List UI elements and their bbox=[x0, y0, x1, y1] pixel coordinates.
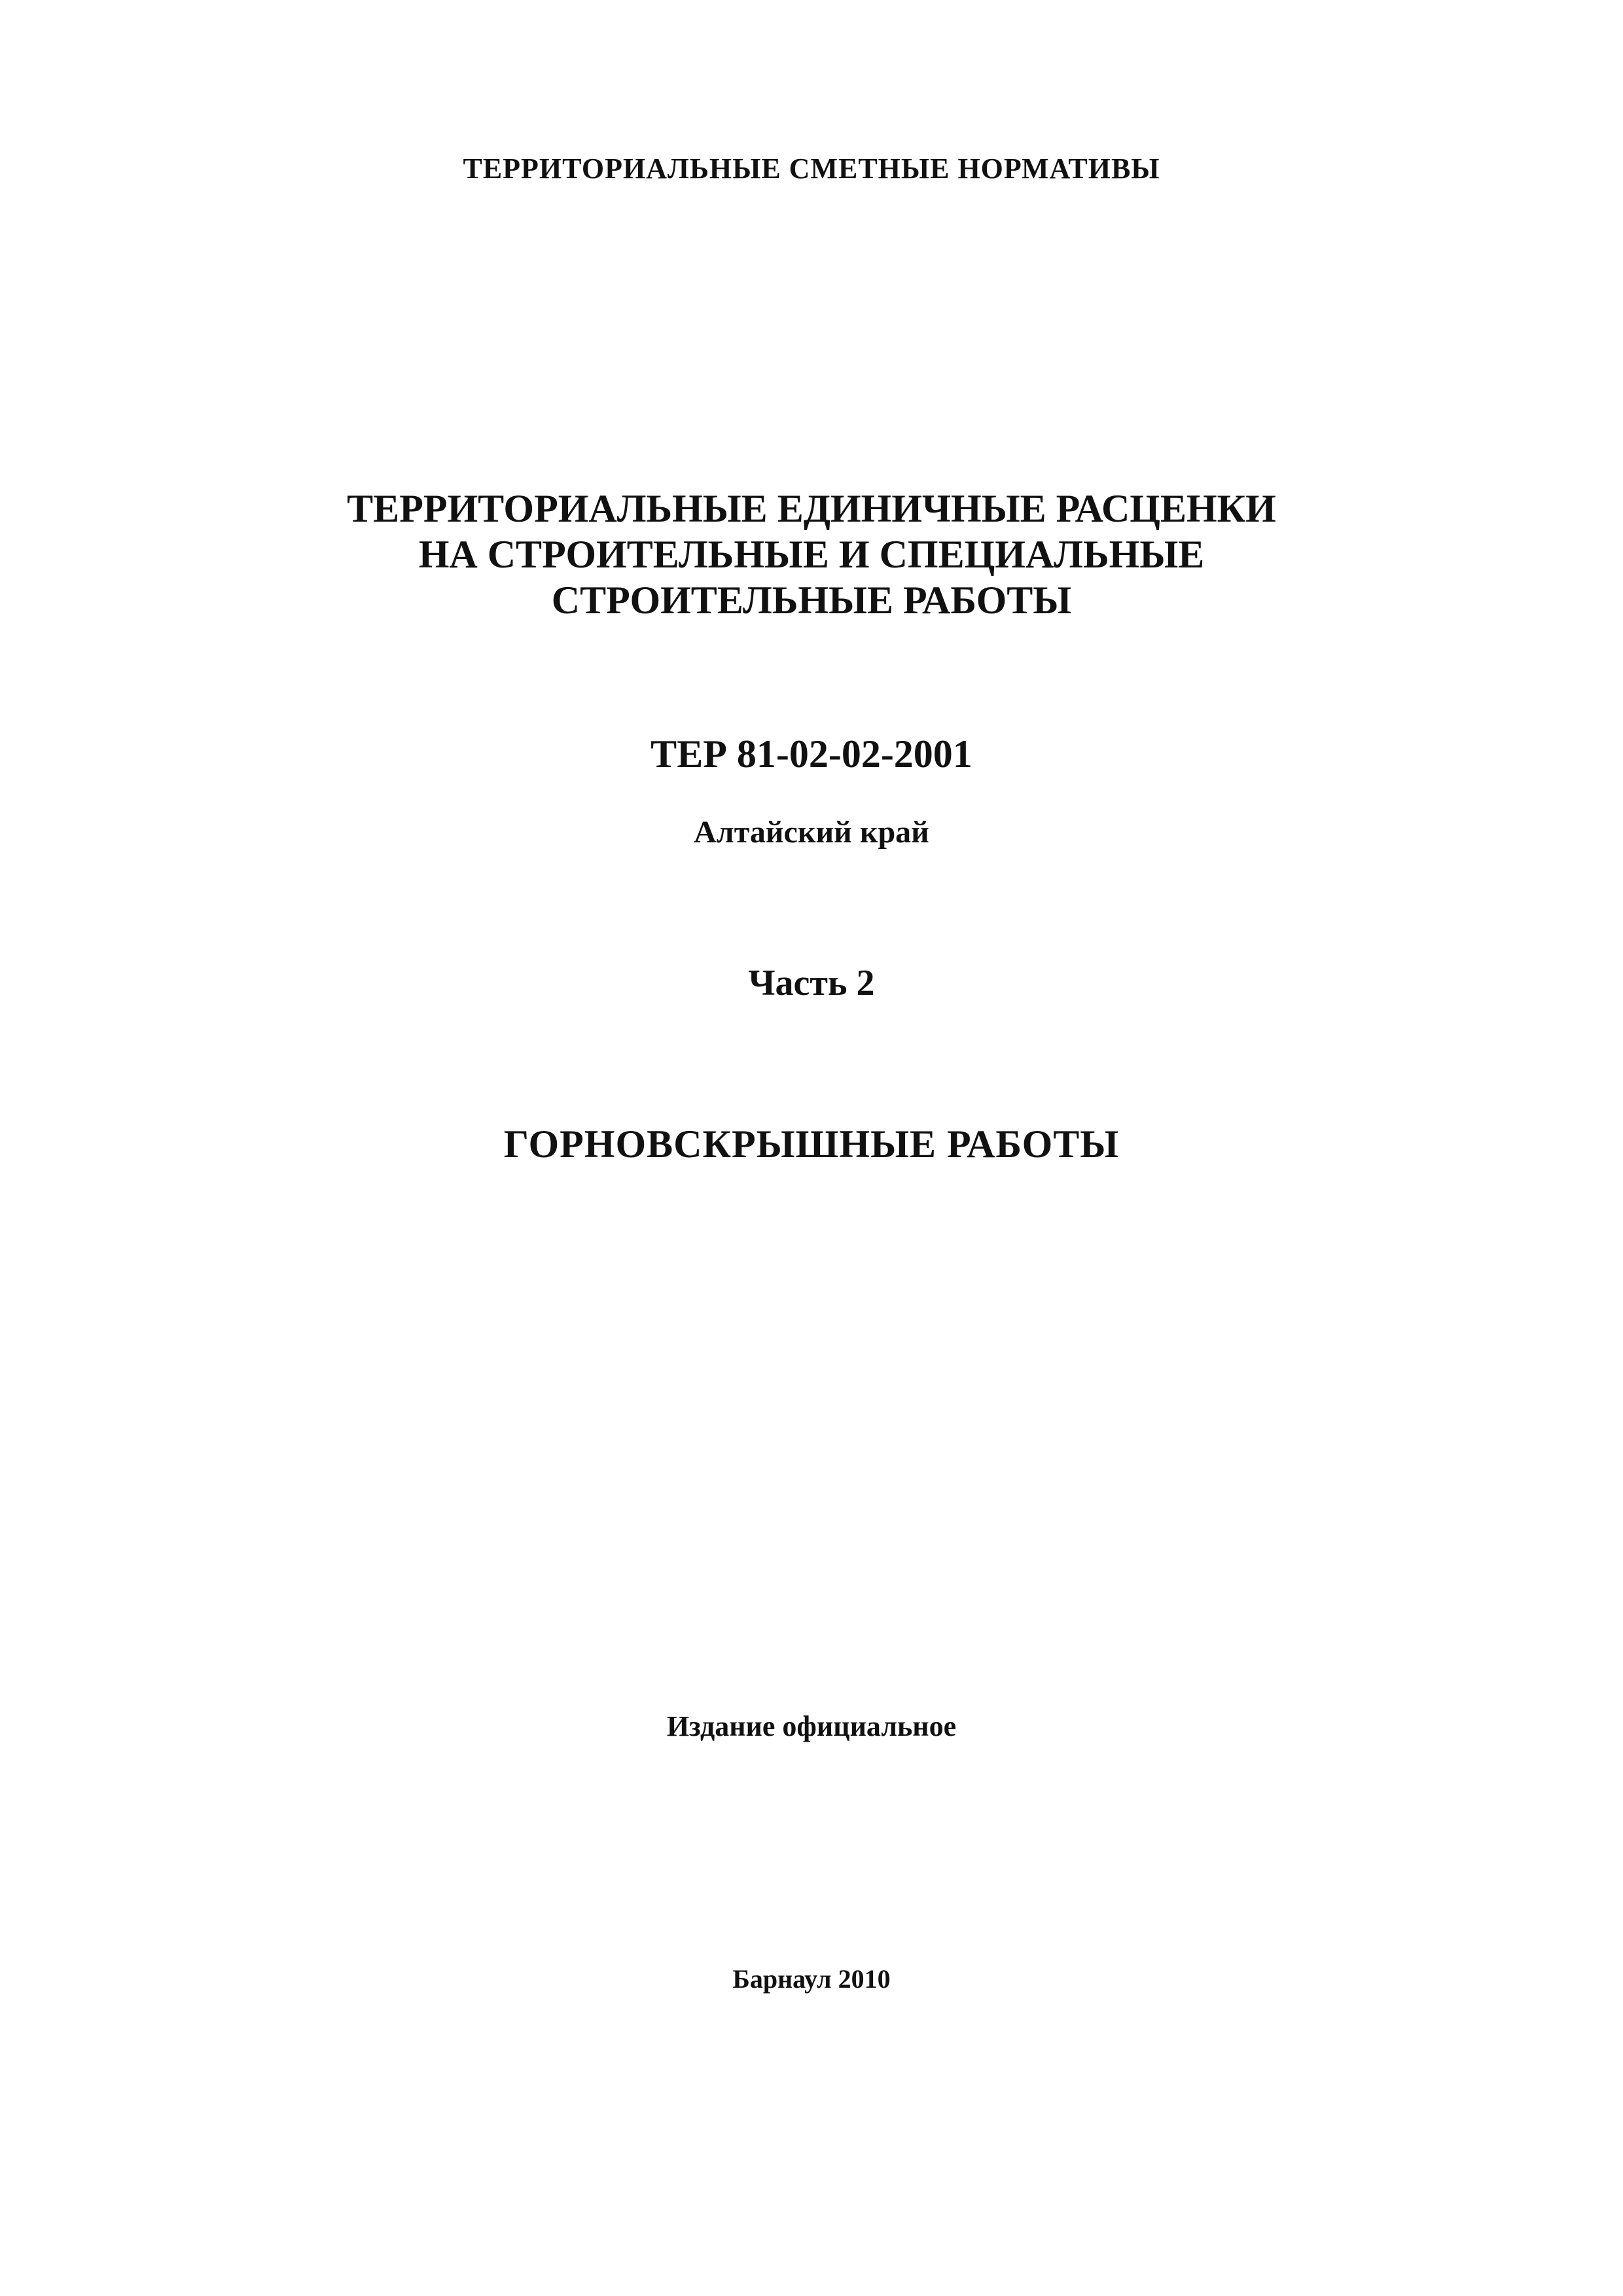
part-subject: ГОРНОВСКРЫШНЫЕ РАБОТЫ bbox=[503, 1122, 1120, 1166]
document-code: ТЕР 81-02-02-2001 bbox=[651, 732, 972, 776]
region-name: Алтайский край bbox=[694, 815, 929, 850]
title-line-2: НА СТРОИТЕЛЬНЫЕ И СПЕЦИАЛЬНЫЕ bbox=[418, 533, 1205, 576]
series-heading: ТЕРРИТОРИАЛЬНЫЕ СМЕТНЫЕ НОРМАТИВЫ bbox=[463, 152, 1160, 185]
place-and-year: Барнаул 2010 bbox=[732, 1964, 891, 1994]
edition-note: Издание официальное bbox=[666, 1710, 957, 1742]
title-line-1: ТЕРРИТОРИАЛЬНЫЕ ЕДИНИЧНЫЕ РАСЦЕНКИ bbox=[347, 487, 1276, 530]
document-title bbox=[0, 486, 1623, 623]
part-number: Часть 2 bbox=[748, 963, 875, 1003]
title-line-3: СТРОИТЕЛЬНЫЕ РАБОТЫ bbox=[551, 579, 1072, 622]
